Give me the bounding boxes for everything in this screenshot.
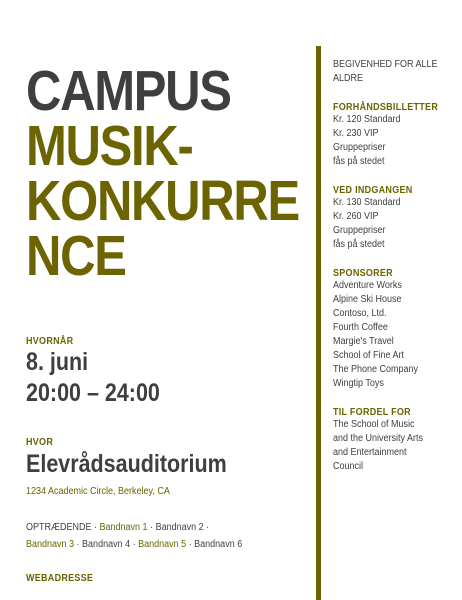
sponsor-item: Alpine Ski House: [333, 294, 402, 305]
door-heading: VED INDGANGEN: [333, 185, 413, 196]
audience-note: BEGIVENHED FOR ALLE ALDRE: [333, 59, 438, 84]
band-6: Bandnavn 6: [194, 539, 243, 550]
band-5: Bandnavn 5: [138, 539, 187, 550]
sponsor-item: Contoso, Ltd.: [333, 308, 387, 319]
benefit-line: The School of Music: [333, 419, 415, 430]
door-line: Gruppepriser: [333, 225, 386, 236]
event-date: 8. juni: [26, 348, 89, 376]
web-label: WEBADRESSE: [26, 573, 94, 584]
door-line: Kr. 260 VIP: [333, 211, 379, 222]
vertical-divider: [316, 46, 321, 600]
benefit-line: and the University Arts: [333, 433, 424, 444]
door-line: fås på stedet: [333, 239, 385, 250]
sponsor-item: The Phone Company: [333, 364, 419, 375]
venue-address: 1234 Academic Circle, Berkeley, CA: [26, 486, 170, 497]
sponsors-heading: SPONSORER: [333, 268, 393, 279]
sponsor-item: Margie's Travel: [333, 336, 394, 347]
when-label: HVORNÅR: [26, 336, 74, 347]
benefit-heading: TIL FORDEL FOR: [333, 407, 411, 418]
door-line: Kr. 130 Standard: [333, 197, 401, 208]
presale-line: Gruppepriser: [333, 142, 386, 153]
event-time: 20:00 – 24:00: [26, 379, 160, 407]
sponsor-item: Adventure Works: [333, 280, 402, 291]
sponsor-item: School of Fine Art: [333, 350, 405, 361]
presale-line: Kr. 230 VIP: [333, 128, 379, 139]
presale-heading: FORHÅNDSBILLETTER: [333, 102, 439, 113]
presale-line: Kr. 120 Standard: [333, 114, 401, 125]
band-2: Bandnavn 2: [155, 522, 204, 533]
title-line-3: KONKURRE: [26, 169, 299, 233]
band-1: Bandnavn 1: [99, 522, 148, 533]
title-line-4: NCE: [26, 224, 126, 288]
event-title: [26, 59, 299, 288]
sidebar: [333, 58, 453, 474]
sponsor-item: Fourth Coffee: [333, 322, 388, 333]
performers-label: OPTRÆDENDE: [26, 522, 92, 533]
benefit-line: Council: [333, 461, 364, 472]
title-line-1: CAMPUS: [26, 59, 231, 123]
title-line-2: MUSIK-: [26, 114, 193, 178]
benefit-line: and Entertainment: [333, 447, 407, 458]
venue-name: Elevrådsauditorium: [26, 450, 227, 478]
presale-line: fås på stedet: [333, 156, 385, 167]
band-3: Bandnavn 3: [26, 539, 75, 550]
where-label: HVOR: [26, 437, 54, 448]
sponsor-item: Wingtip Toys: [333, 378, 384, 389]
band-4: Bandnavn 4: [82, 539, 131, 550]
performers-list: OPTRÆDENDE · Bandnavn 1 · Bandnavn 2 · Bandnavn 3 · Bandnavn 4 · Bandnavn 5 · Bandnavn 6: [26, 522, 243, 550]
